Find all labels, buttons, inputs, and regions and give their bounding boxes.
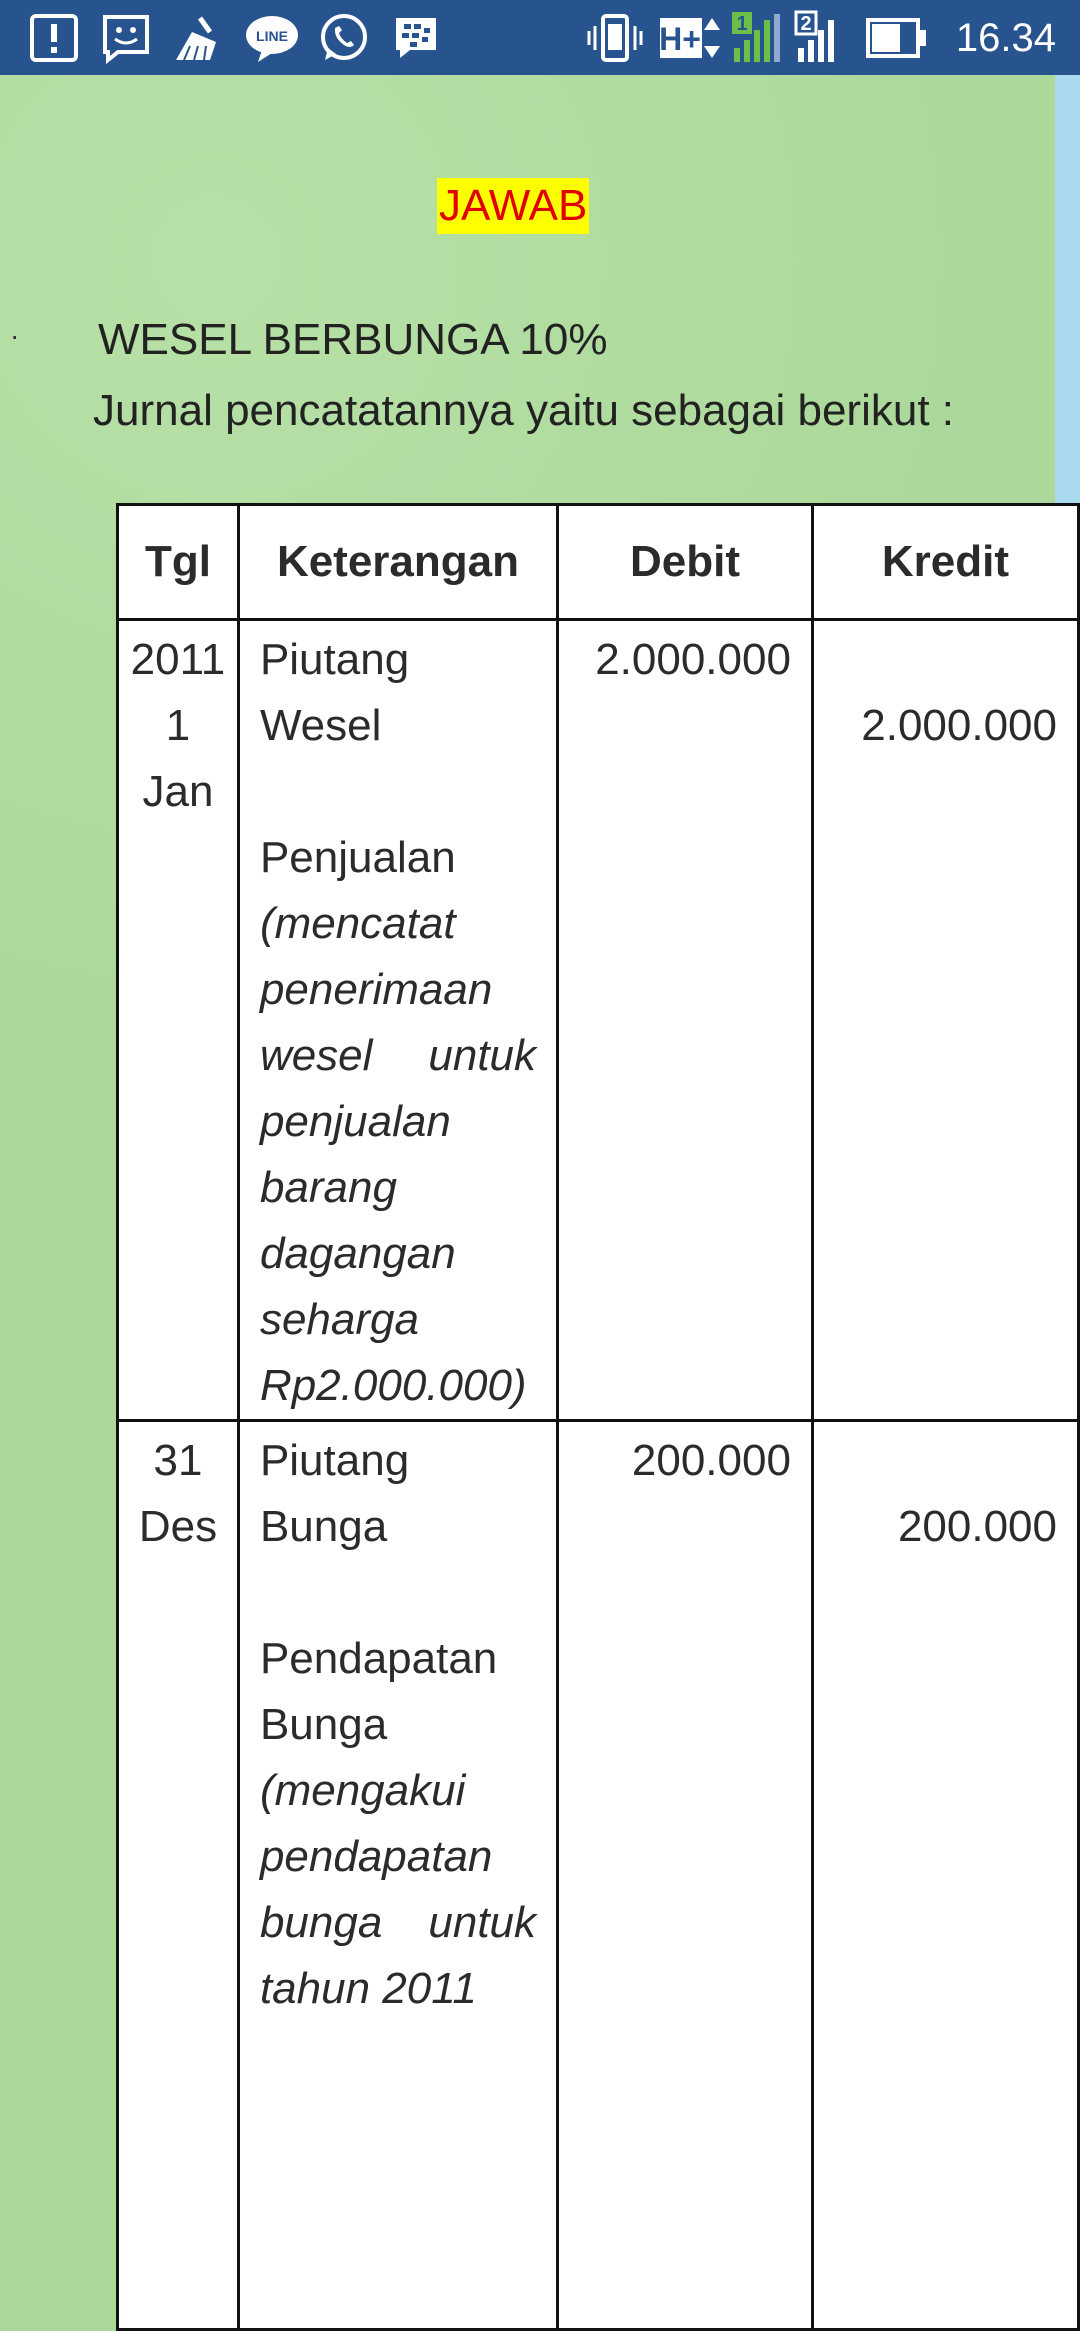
credit-account: Penjualan <box>259 833 456 882</box>
header-tgl: Tgl <box>118 505 239 620</box>
answer-title: JAWAB <box>437 178 589 234</box>
header-kredit: Kredit <box>812 505 1078 620</box>
date-year: 2011 <box>130 635 226 684</box>
battery-icon <box>866 12 928 64</box>
header-debit: Debit <box>558 505 813 620</box>
line-app-icon <box>244 12 300 64</box>
header-keterangan: Keterangan <box>238 505 557 620</box>
kredit-cell <box>812 620 1078 1421</box>
date-day: 31 <box>153 1436 203 1485</box>
debit-amount: 2.000.000 <box>595 635 791 684</box>
table-header-row <box>118 505 1079 620</box>
section-heading: WESEL BERBUNGA 10% <box>98 315 608 364</box>
intro-paragraph: Jurnal pencatatannya yaitu sebagai berikut : <box>93 386 955 435</box>
date-month: Jan <box>142 767 214 816</box>
description-cell <box>238 620 557 1421</box>
kredit-cell <box>812 1421 1078 2330</box>
description-cell <box>238 1421 557 2330</box>
signal-sim1-icon <box>730 12 782 64</box>
signal-sim2-icon <box>794 12 846 64</box>
table-row <box>118 620 1079 1421</box>
table-row <box>118 1421 1079 2330</box>
date-cell <box>118 1421 239 2330</box>
document-page <box>0 75 1080 2013</box>
debit-cell <box>558 620 813 1421</box>
kredit-amount: 2.000.000 <box>861 701 1057 750</box>
whatsapp-icon <box>316 12 370 64</box>
date-cell <box>118 620 239 1421</box>
feedback-icon <box>100 12 152 64</box>
list-bullet: · <box>10 320 20 351</box>
entry-note: (mengakui pendapatan bunga untuk tahun 2011 <box>259 1766 537 2013</box>
journal-table <box>116 503 1080 2331</box>
bbm-icon <box>390 12 442 64</box>
entry-note: (mencatat penerimaan wesel untuk penjualan barang dagangan seharga Rp2.000.000) <box>259 899 537 1410</box>
sim2-label: 2 <box>800 13 812 35</box>
network-type-label: H+ <box>659 21 701 57</box>
date-day: 1 <box>165 701 191 750</box>
vibrate-icon <box>586 12 644 64</box>
debit-amount: 200.000 <box>631 1436 791 1485</box>
debit-cell <box>558 1421 813 2330</box>
alert-notification-icon <box>28 12 80 64</box>
status-bar <box>0 0 1080 75</box>
kredit-amount: 200.000 <box>897 1502 1057 1551</box>
sim1-label: 1 <box>736 13 748 35</box>
date-month: Des <box>138 1502 218 1551</box>
network-type-icon <box>658 12 724 64</box>
svg-text:LINE: LINE <box>256 28 288 44</box>
debit-account: Piutang Bunga <box>259 1436 410 1551</box>
clock: 16.34 <box>955 16 1056 60</box>
debit-account: Piutang Wesel <box>259 635 410 750</box>
credit-account: Pendapatan Bunga <box>259 1634 498 1749</box>
cleaner-icon <box>170 12 226 64</box>
